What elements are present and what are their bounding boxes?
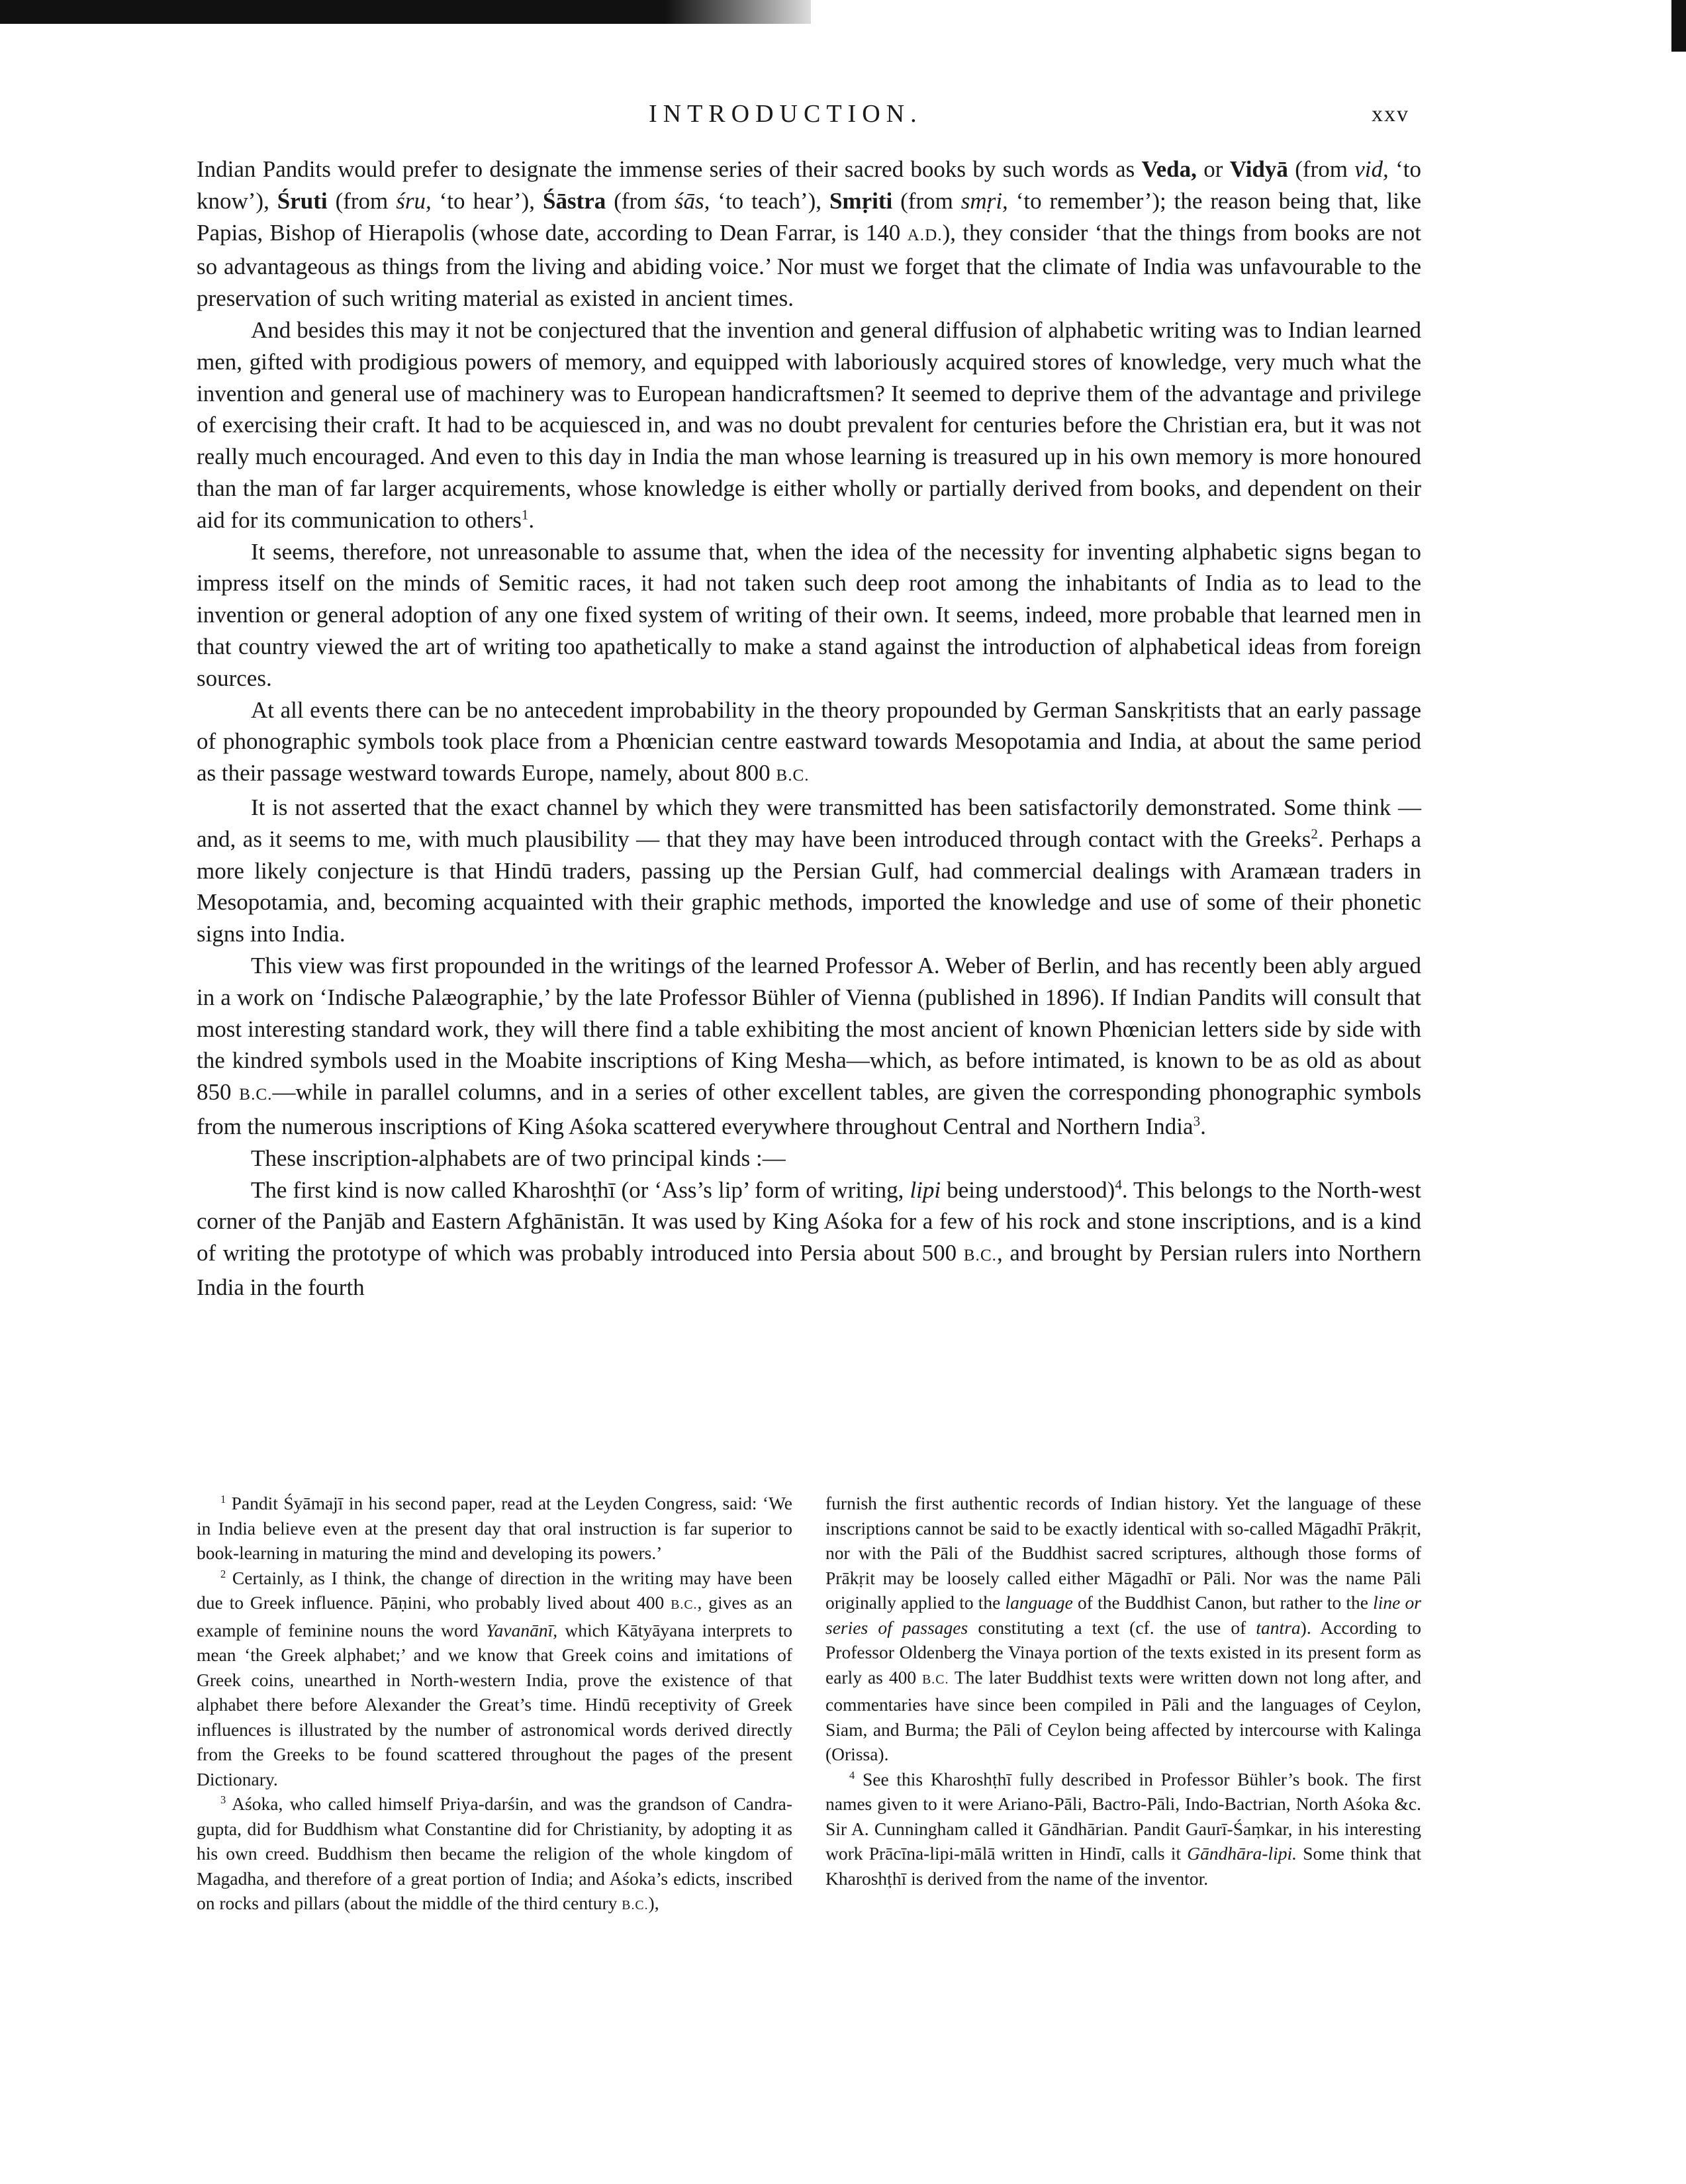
term-veda: Veda, xyxy=(1141,156,1197,182)
footnote-3: $^3$ Aśoka, who called himself Priya-darśin, and was the grandson of Candra-gupta, did for Buddhism what Constantine did for Christianity, by adopting it as his own creed. Buddhism then became the religion of the whole kingdom of Magadha, and therefore of a great portion of India; and Aśoka’s edicts, inscribed on rocks and pillars (about the middle of the third century B.C.), xyxy=(197,1793,792,1913)
term-sruti: Śruti xyxy=(277,187,328,214)
footnotes xyxy=(197,1491,1421,1919)
footnote-3-continued: furnish the first authentic records of Indian history. Yet the language of these inscriptions cannot be said to be exactly identical with so-called Māgadhī Prākṛit, nor with the Pāli of the Buddhist sacred scriptures, although those forms of Prākṛit may be loosely called either Māgadhī or Pāli. Nor was the name Pāli originally applied to the language of the Buddhist Canon, but rather to the line or series of passages constituting a text (cf. the use of tantra). According to Professor Oldenberg the Vinaya portion of the texts existed in its present form as early as 400 B.C. The later Buddhist texts were written down not long after, and commentaries have since been compiled in Pāli and the languages of Ceylon, Siam, and Burma; the Pāli of Ceylon being affected by intercourse with Kalinga (Orissa). xyxy=(825,1493,1421,1764)
footnote-2: $^2$ Certainly, as I think, the change of direction in the writing may have been due to Greek influence. Pāṇini, who probably lived about 400 B.C., gives as an example of feminine nouns the word Yavanānī, which Kātyāyana interprets to mean ‘the Greek alphabet;’ and we know that Greek coins and imitations of Greek coins, unearthed in North-western India, prove the existence of that alphabet there before Alexander the Great’s time. Hindū receptivity of Greek influences is illustrated by the number of astronomical words derived directly from the Greeks to be found scattered throughout the pages of the present Dictionary. xyxy=(197,1567,792,1789)
page-header xyxy=(0,99,1686,139)
footnote-ref-1: 1 xyxy=(521,506,529,523)
footnote-1: $^1$ Pandit Śyāmajī in his second paper, read at the Leyden Congress, said: ‘We in India believe even at the present day that oral instruction is far superior to book-learning in maturing the mind and developing its powers.’ xyxy=(197,1492,792,1563)
term-sastra: Śāstra xyxy=(543,187,606,214)
term-smriti: Smṛiti xyxy=(829,187,893,214)
footnote-ref-4: 4 xyxy=(1115,1176,1122,1192)
page-number: xxv xyxy=(1372,102,1409,126)
paragraph-3: It seems, therefore, not unreasonable to assume that, when the idea of the necessity for inventing alphabetic signs began to impress itself on the minds of Semitic races, it had not taken such deep root among the inhabitants of India as to lead to the invention or general adoption of any one fixed system of writing of their own. It seems, indeed, more probable that learned men in that country viewed the art of writing too apathetically to make a stand against the introduction of alphabetical ideas from foreign sources. xyxy=(197,538,1421,691)
main-text xyxy=(197,154,1421,1304)
paragraph-7: These inscription-alphabets are of two principal kinds :— xyxy=(251,1145,786,1171)
paragraph-8: The first kind is now called Kharoshṭhī (or ‘Ass’s lip’ form of writing, lipi being understood)$^4$. This belongs to the North-west corner of the Panjāb and Eastern Afghānistān. It was used by King Aśoka for a few of his rock and stone inscriptions, and is a kind of writing the prototype of which was probably introduced into Persia about 500 B.C., and brought by Persian rulers into Northern India in the fourth xyxy=(197,1176,1422,1300)
footnote-ref-2: 2 xyxy=(1311,826,1318,842)
paragraph-1: Indian Pandits would prefer to designate the immense series of their sacred books by such words as Veda, or Vidyā (from vid, ‘to know’), Śruti (from śru, ‘to hear’), Śāstra (from śās, ‘to teach’), Smṛiti (from smṛi, ‘to remember’); the reason being that, like Papias, Bishop of Hierapolis (whose date, according to Dean Farrar, is 140 A.D.), they consider ‘that the things from books are not so advantageous as things from the living and abiding voice.’ Nor must we forget that the climate of India was unfavourable to the preservation of such writing material as existed in ancient times. xyxy=(197,156,1422,312)
scan-edge-mark xyxy=(1671,0,1686,52)
paragraph-5: It is not asserted that the exact channel by which they were transmitted has been satisfactorily demonstrated. Some think — and, as it seems to me, with much plausibility — that they may have been introduced through contact with the Greeks$^2$. Perhaps a more likely conjecture is that Hindū traders, passing up the Persian Gulf, had commercial dealings with Aramæan traders in Mesopotamia, and, becoming acquainted with their graphic methods, imported the knowledge and use of some of their phonetic signs into India. xyxy=(197,794,1421,947)
paragraph-4: At all events there can be no antecedent improbability in the theory propounded by German Sanskṛitists that an early passage of phonographic symbols took place from a Phœnician centre eastward towards Mesopotamia and India, at about the same period as their passage westward towards Europe, namely, about 800 B.C. xyxy=(197,696,1421,786)
footnote-4: $^4$ See this Kharoshṭhī fully described in Professor Bühler’s book. The first names given to it were Ariano-Pāli, Bactro-Pāli, Indo-Bactrian, North Aśoka &c. Sir A. Cunningham called it Gāndhārian. Pandit Gaurī-Śaṃkar, in his interesting work Prācīna-lipi-mālā written in Hindī, calls it Gāndhāra-lipi. Some think that Kharoshṭhī is derived from the name of the inventor. xyxy=(825,1768,1421,1889)
footnote-column-left xyxy=(197,1491,792,1919)
term-vidya: Vidyā xyxy=(1229,156,1288,182)
paragraph-2: And besides this may it not be conjectured that the invention and general diffusion of alphabetic writing was to Indian learned men, gifted with prodigious powers of memory, and equipped with laboriously acquired stores of knowledge, very much what the invention and general use of machinery was to European handicraftsmen? It seemed to deprive them of the advantage and privilege of exercising their craft. It had to be acquiesced in, and was no doubt prevalent for centuries before the Christian era, but it was not really much encouraged. And even to this day in India the man whose learning is treasured up in his own memory is more honoured than the man of far larger acquirements, whose knowledge is either wholly or partially derived from books, and dependent on their aid for its communication to others$^1$. xyxy=(197,316,1421,533)
paragraph-6: This view was first propounded in the writings of the learned Professor A. Weber of Berlin, and has recently been ably argued in a work on ‘Indische Palæographie,’ by the late Professor Bühler of Vienna (published in 1896). If Indian Pandits will consult that most interesting standard work, they will there find a table exhibiting the most ancient of known Phœnician letters side by side with the kindred symbols used in the Moabite inscriptions of King Mesha—which, as before intimated, is known to be as old as about 850 B.C.—while in parallel columns, and in a series of other excellent tables, are given the corresponding phonographic symbols from the numerous inscriptions of King Aśoka scattered everywhere throughout Central and Northern India$^3$. xyxy=(197,952,1422,1139)
scan-edge-bar xyxy=(0,0,811,24)
running-title: INTRODUCTION. xyxy=(649,100,923,128)
footnote-ref-3: 3 xyxy=(1193,1113,1201,1129)
footnote-column-right xyxy=(825,1491,1421,1919)
